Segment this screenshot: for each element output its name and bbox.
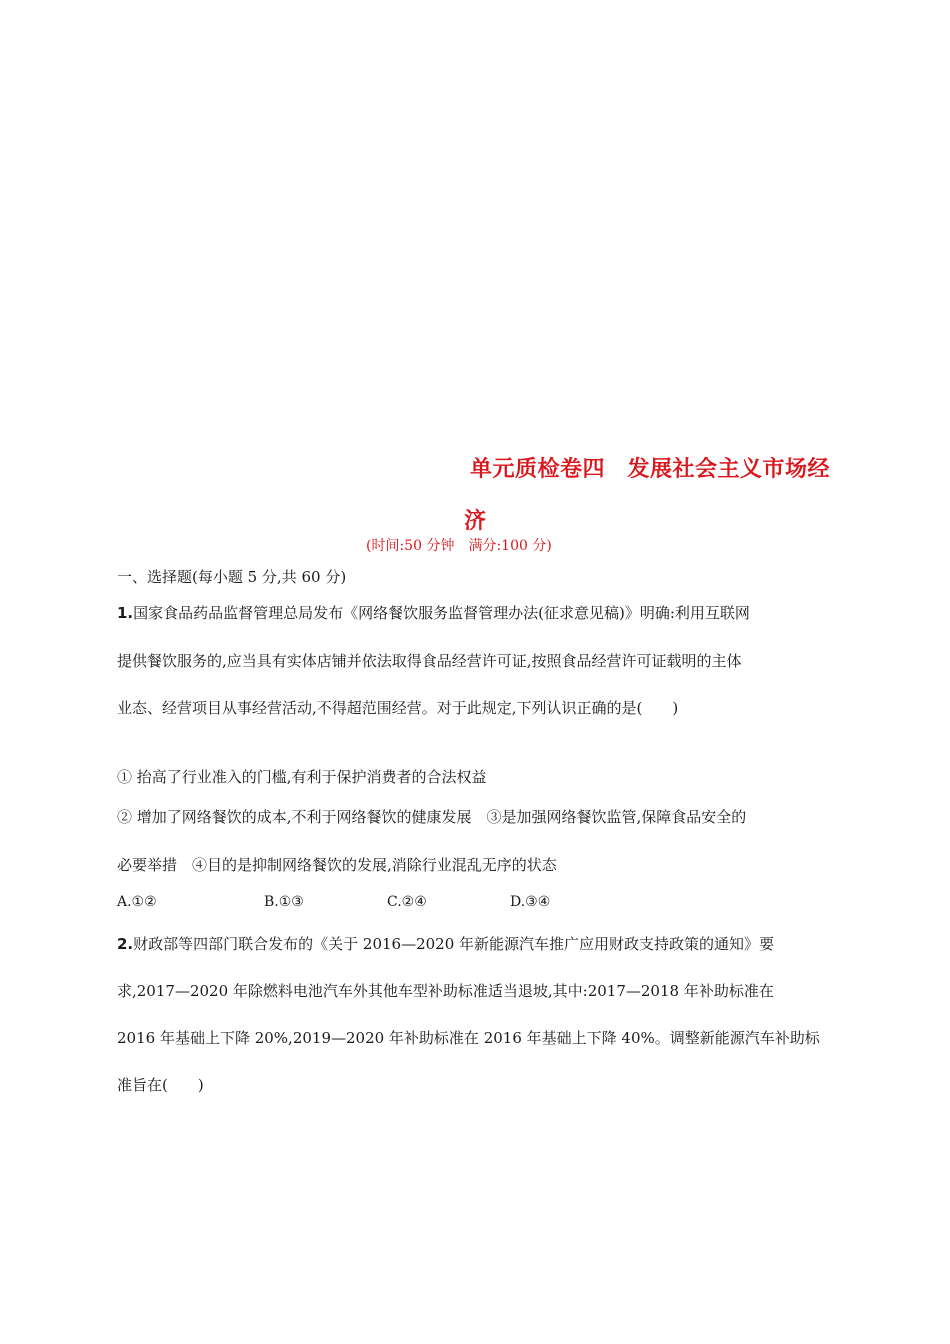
question-1-statement-1: ① 抬高了行业准入的门槛,有利于保护消费者的合法权益 [117, 768, 487, 786]
question-1-line-2: 提供餐饮服务的,应当具有实体店铺并依法取得食品经营许可证,按照食品经营许可证载明的主体 [117, 652, 742, 670]
question-1-option-a: A.①② [117, 894, 157, 910]
question-2-line-1 [117, 933, 774, 954]
question-1-statement-2: ② 增加了网络餐饮的成本,不利于网络餐饮的健康发展 ③是加强网络餐饮监管,保障食品安全的 [117, 808, 747, 826]
question-2-number: 2. [117, 935, 134, 953]
question-1-text-1: 国家食品药品监督管理总局发布《网络餐饮服务监督管理办法(征求意见稿)》明确:利用互联网 [133, 604, 750, 622]
page-title-continued: 济 [464, 509, 487, 534]
question-1-statement-3: 必要举措 ④目的是抑制网络餐饮的发展,消除行业混乱无序的状态 [117, 856, 557, 874]
page-title: 单元质检卷四 发展社会主义市场经 [470, 457, 831, 482]
exam-time-score: (时间:50 分钟 满分:100 分) [366, 538, 552, 554]
section-heading: 一、选择题(每小题 5 分,共 60 分) [117, 568, 347, 586]
question-2-line-3: 2016 年基础上下降 20%,2019—2020 年补助标准在 2016 年基础上下降 40%。调整新能源汽车补助标 [117, 1029, 820, 1047]
question-1-line-1 [117, 602, 750, 623]
question-1-line-3: 业态、经营项目从事经营活动,不得超范围经营。对于此规定,下列认识正确的是( ) [117, 699, 679, 717]
question-2-line-2: 求,2017—2020 年除燃料电池汽车外其他车型补助标准适当退坡,其中:2017—2018 年补助标准在 [117, 982, 774, 1000]
question-1-option-c: C.②④ [387, 894, 427, 910]
question-2-text-1: 财政部等四部门联合发布的《关于 2016—2020 年新能源汽车推广应用财政支持政策的通知》要 [133, 935, 775, 953]
question-1-number: 1. [117, 604, 134, 622]
question-1-option-b: B.①③ [264, 894, 304, 910]
question-1-option-d: D.③④ [510, 894, 551, 910]
question-2-line-4: 准旨在( ) [117, 1076, 204, 1094]
